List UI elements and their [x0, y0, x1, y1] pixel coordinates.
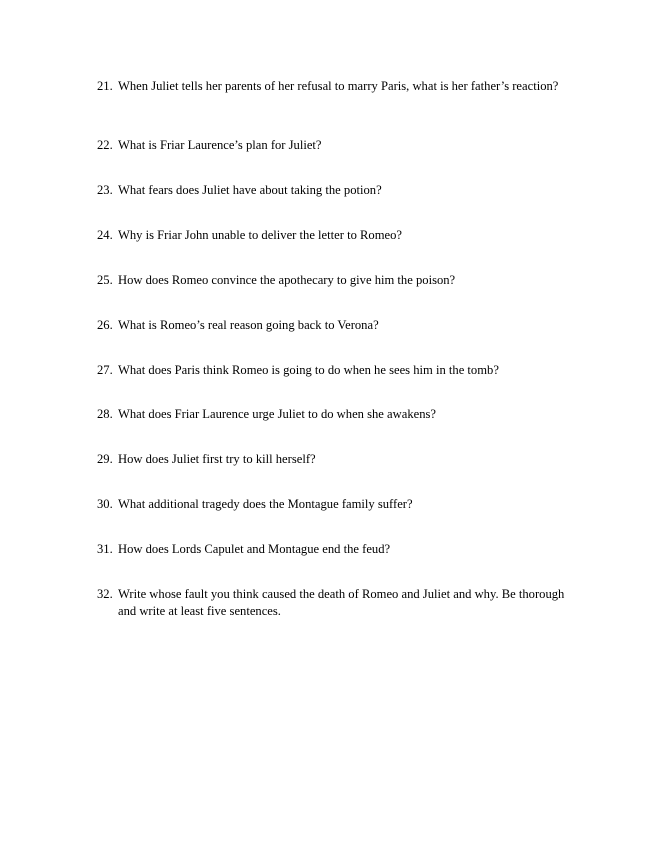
- question-number: 29.: [97, 452, 113, 466]
- question-text: How does Lords Capulet and Montague end the feud?: [118, 542, 391, 556]
- question-number: 26.: [97, 318, 113, 332]
- question-text: What additional tragedy does the Montague family suffer?: [118, 497, 413, 511]
- question-26: [97, 317, 597, 334]
- question-text: How does Romeo convince the apothecary to give him the poison?: [118, 273, 456, 287]
- question-text: Why is Friar John unable to deliver the letter to Romeo?: [118, 228, 402, 242]
- question-text: What does Friar Laurence urge Juliet to do when she awakens?: [118, 407, 436, 421]
- question-text-continued: and write at least five sentences.: [118, 604, 281, 618]
- question-28: [97, 406, 597, 423]
- question-32: [97, 586, 617, 620]
- question-29: [97, 451, 597, 468]
- question-number: 22.: [97, 138, 113, 152]
- question-text: Write whose fault you think caused the death of Romeo and Juliet and why. Be thorough: [118, 587, 565, 601]
- question-number: 21.: [97, 79, 113, 93]
- question-21: [97, 78, 597, 95]
- question-text: When Juliet tells her parents of her refusal to marry Paris, what is her father’s reaction?: [118, 79, 559, 93]
- question-text: What fears does Juliet have about taking the potion?: [118, 183, 382, 197]
- question-23: [97, 182, 597, 199]
- question-number: 30.: [97, 497, 113, 511]
- question-number: 24.: [97, 228, 113, 242]
- question-number: 23.: [97, 183, 113, 197]
- question-30: [97, 496, 597, 513]
- question-text: What is Friar Laurence’s plan for Juliet?: [118, 138, 322, 152]
- question-number: 32.: [97, 587, 113, 601]
- question-number: 27.: [97, 363, 113, 377]
- question-31: [97, 541, 597, 558]
- question-text: What is Romeo’s real reason going back to Verona?: [118, 318, 379, 332]
- question-text: What does Paris think Romeo is going to do when he sees him in the tomb?: [118, 363, 499, 377]
- question-number: 31.: [97, 542, 113, 556]
- question-22: [97, 137, 597, 154]
- question-27: [97, 362, 597, 379]
- question-25: [97, 272, 597, 289]
- question-24: [97, 227, 597, 244]
- question-text: How does Juliet first try to kill herself?: [118, 452, 316, 466]
- question-number: 25.: [97, 273, 113, 287]
- question-number: 28.: [97, 407, 113, 421]
